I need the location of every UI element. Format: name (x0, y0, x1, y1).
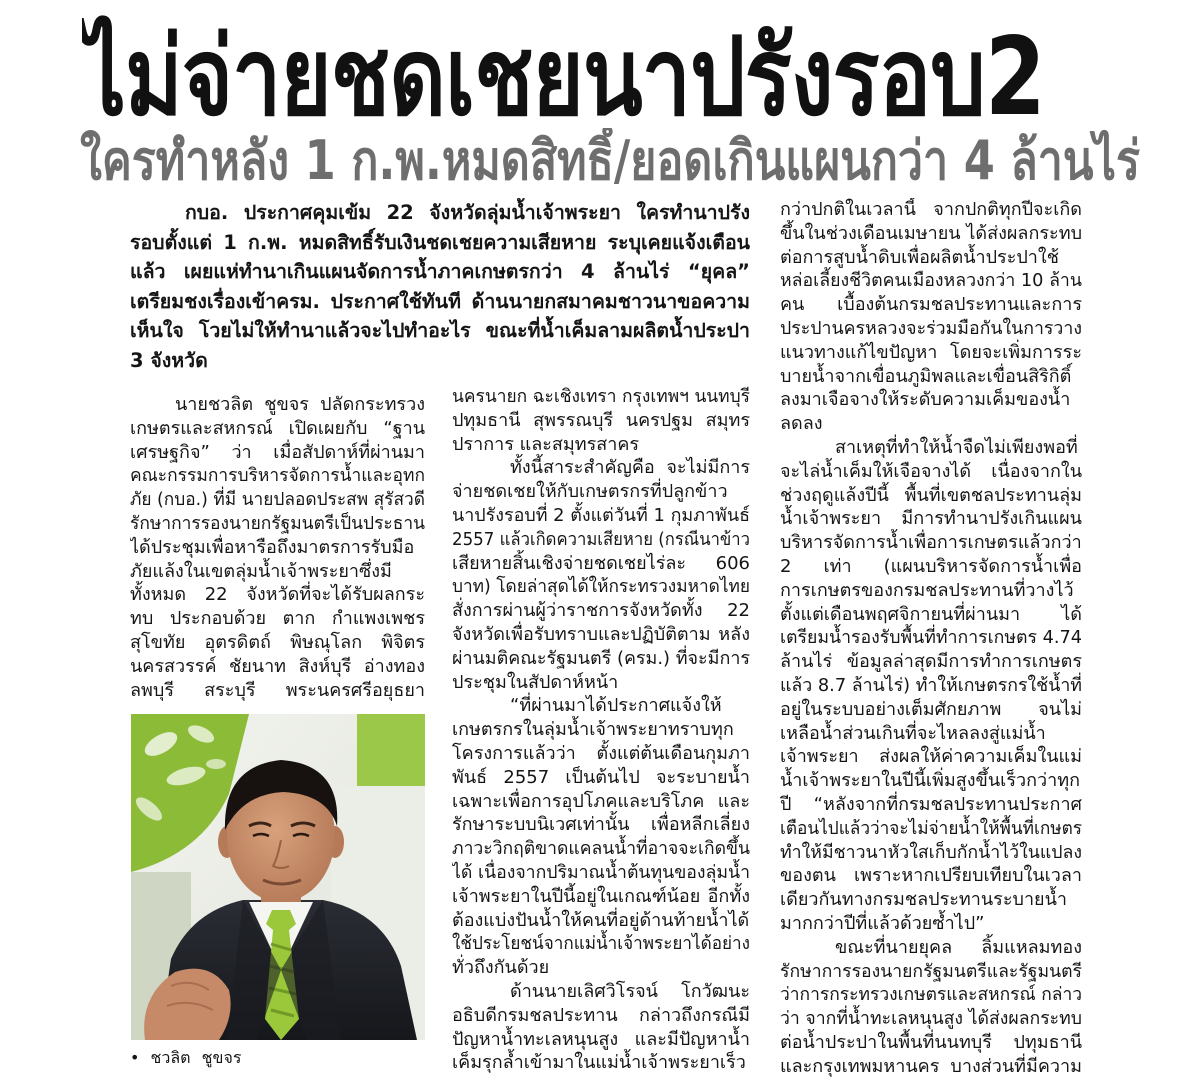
body-line: ภัย (กบอ.) ที่มี นายปลอดประสพ สุรัสวดี (130, 489, 425, 511)
body-line: ของตน เพราะหากเปรียบเทียบในเวลา (780, 865, 1082, 887)
body-line: ลพบุรี สระบุรี พระนครศรีอยุธยา (130, 679, 425, 701)
body-line: มากกว่าปีที่แล้วด้วยซ้ำไป” (780, 912, 985, 934)
body-line: ประชุมในสัปดาห์หน้า (452, 671, 619, 693)
article-column-2 (452, 385, 750, 1075)
body-line: กว่าปกติในเวลานี้ จากปกติทุกปีจะเกิด (780, 199, 1082, 220)
body-line: อธิบดีกรมชลประทาน กล่าวถึงกรณีมี (452, 1004, 750, 1026)
lead-line: เตรียมชงเรื่องเข้าครม. ประกาศใช้ทันที ด้านนายกสมาคมชาวนาขอความ (130, 289, 750, 313)
body-line: เจ้าพระยา ส่งผลให้ค่าความเค็มในแม่ (780, 746, 1082, 768)
body-line: อยู่ในระบบอย่างเต็มศักยภาพ จนไม่ (780, 698, 1082, 720)
lead-line: กบอ. ประกาศคุมเข้ม 22 จังหวัดลุ่มน้ำเจ้าพระยา ใครทำนาปรัง (185, 201, 750, 224)
body-line: เหลือน้ำส่วนเกินที่จะไหลลงสู่แม่น้ำ (780, 722, 1046, 744)
body-line: รักษาระบบนิเวศเท่านั้น เพื่อหลีกเลี่ยง (452, 814, 750, 836)
body-line: น้ำเจ้าพระยา มีการทำนาปรังเกินแผน (780, 508, 1082, 530)
body-line: ล้านไร่ ข้อมูลล่าสุดมีการทำการเกษตร (780, 651, 1082, 673)
body-line: เฉพาะเพื่อการอุปโภคและบริโภค และ (452, 790, 750, 812)
body-line: ทั้งนี้สาระสำคัญคือ จะไม่มีการ (510, 457, 750, 479)
body-line: และกรุงเทพมหานคร บางส่วนที่มีความ (780, 1055, 1082, 1077)
photo (131, 714, 425, 1040)
body-line: ได้ เนื่องจากปริมาณน้ำต้นทุนของลุ่มน้ำ (452, 861, 750, 883)
body-line: นายชวลิต ชูขจร ปลัดกระทรวง (175, 394, 425, 415)
body-line: ทั้งหมด 22 จังหวัดที่จะได้รับผลกระ (130, 584, 425, 606)
body-line: รักษาการรองนายกรัฐมนตรีเป็นประธาน (130, 512, 425, 534)
body-line: เจ้าพระยาในปีนี้อยู่ในเกณฑ์น้อย อีกทั้ง (452, 885, 750, 907)
body-line: 2 เท่า (แผนบริหารจัดการน้ำเพื่อ (780, 555, 1082, 577)
body-line: เตือนไปแล้วว่าจะไม่จ่ายน้ำให้พื้นที่เกษตร (780, 817, 1082, 839)
body-line: ตั้งแต่เดือนพฤศจิกายนที่ผ่านมา ได้ (780, 603, 1082, 625)
body-line: จังหวัดเพื่อรับทราบและปฏิบัติตาม หลัง (452, 623, 750, 645)
lead-line: รอบตั้งแต่ 1 ก.พ. หมดสิทธิ์รับเงินชดเชยความเสียหาย ระบุเคยแจ้งเตือน (130, 230, 750, 254)
body-line: สั่งการผ่านผู้ว่าราชการจังหวัดทั้ง 22 (452, 600, 750, 622)
body-line: ประปานครหลวงจะร่วมมือกันในการวาง (780, 317, 1082, 339)
body-line: รักษาการรองนายกรัฐมนตรีและรัฐมนตรี (780, 960, 1082, 982)
body-line: เกษตรกรในลุ่มน้ำเจ้าพระยาทราบทุก (452, 719, 734, 741)
body-line: ภัยแล้งในเขตลุ่มน้ำเจ้าพระยาซึ่งมี (130, 560, 392, 582)
article-column-1 (130, 393, 425, 702)
body-line: ปทุมธานี สุพรรณบุรี นครปฐม สมุทร (452, 409, 750, 431)
body-line: เดียวกันทางกรมชลประทานระบายน้ำ (780, 889, 1068, 911)
headline-container (82, 14, 1045, 142)
body-line: แล้ว 8.7 ล้านไร่) ทำให้เกษตรกรใช้น้ำที่ (780, 674, 1082, 696)
body-line: ภาวะวิกฤติขาดแคลนน้ำที่อาจจะเกิดขึ้น (452, 838, 750, 860)
body-line: ช่วงฤดูแล้งปีนี้ พื้นที่เขตชลประทานลุ่ม (780, 484, 1082, 506)
body-line: ทบ ประกอบด้วย ตาก กำแพงเพชร (130, 608, 425, 630)
article-column-3 (780, 198, 1082, 1078)
body-line: จ่ายชดเชยให้กับเกษตรกรที่ปลูกข้าว (452, 481, 728, 503)
body-line: ด้านนายเลิศวิโรจน์ โกวัฒนะ (510, 980, 750, 1002)
body-line: เสียหายสิ้นเชิงจ่ายชดเชยไร่ละ 606 (452, 552, 750, 574)
body-line: น้ำเจ้าพระยาในปีนี้เพิ่มสูงขึ้นเร็วกว่าทุก (780, 770, 1080, 792)
body-line: ต้องแบ่งปันน้ำให้คนที่อยู่ด้านท้ายน้ำได้ (452, 909, 750, 931)
body-line: ต่อการสูบน้ำดิบเพื่อผลิตน้ำประปาใช้ (780, 246, 1059, 268)
body-line: บาท) โดยล่าสุดได้ให้กระทรวงมหาดไทย (452, 576, 750, 598)
body-line: “ที่ผ่านมาได้ประกาศแจ้งให้ (510, 695, 722, 717)
lead-line: 3 จังหวัด (130, 348, 208, 372)
body-line: จะไล่น้ำเค็มให้เจือจางได้ เนื่องจากใน (780, 460, 1082, 482)
body-line: ปี “หลังจากที่กรมชลประทานประกาศ (780, 793, 1082, 815)
lead-line: แล้ว เผยแห่ทำนาเกินแผนจัดการน้ำภาคเกษตรกว่า 4 ล้านไร่ “ยุคล” (130, 260, 750, 284)
body-line: นครสวรรค์ ชัยนาท สิงห์บุรี อ่างทอง (130, 655, 425, 677)
body-line: สาเหตุที่ทำให้น้ำจืดไม่เพียงพอที่ (835, 436, 1078, 458)
body-line: ทั่วถึงกันด้วย (452, 957, 550, 979)
body-line: เศรษฐกิจ” ว่า เมื่อสัปดาห์ที่ผ่านมา (130, 441, 425, 463)
lead-paragraph (130, 198, 750, 376)
body-line: บายน้ำจากเขื่อนภูมิพลและเขื่อนสิริกิติ์ (780, 365, 1072, 387)
headline: ไม่จ่ายชดเชยนาปรังรอบ2 (82, 15, 1045, 140)
body-line: ใช้ประโยชน์จากแม่น้ำเจ้าพระยาได้อย่าง (452, 933, 750, 955)
body-line: การเกษตรของกรมชลประทานที่วางไว้ (780, 579, 1074, 601)
body-line: คน เบื้องต้นกรมชลประทานและการ (780, 294, 1082, 316)
body-line: เค็มรุกล้ำเข้ามาในแม่น้ำเจ้าพระยาเร็ว (452, 1052, 746, 1074)
body-line: ได้ประชุมเพื่อหารือถึงมาตรการรับมือ (130, 536, 415, 558)
subheadline-container (80, 128, 1140, 194)
body-line: เตรียมน้ำรองรับพื้นที่ทำการเกษตร 4.74 (780, 627, 1082, 649)
body-line: ผ่านมติคณะรัฐมนตรี (ครม.) ที่จะมีการ (452, 647, 750, 669)
body-line: ขณะที่นายยุคล ลิ้มแหลมทอง (835, 936, 1082, 958)
body-line: คณะกรรมการบริหารจัดการน้ำและอุทก (130, 465, 425, 487)
body-line: บริหารจัดการน้ำเพื่อการเกษตรแล้วกว่า (780, 532, 1082, 554)
subheadline: ใครทำหลัง 1 ก.พ.หมดสิทธิ์/ยอดเกินแผนกว่า 4 ล้านไร่ (80, 129, 1140, 192)
body-line: โครงการแล้วว่า ตั้งแต่ต้นเดือนกุมภา (452, 742, 750, 764)
body-line: เกษตรและสหกรณ์ เปิดเผยกับ “ฐาน (130, 417, 425, 439)
body-line: 2557 แล้วเกิดความเสียหาย (กรณีนาข้าว (452, 528, 750, 550)
lead-line: เห็นใจ โวยไม่ให้ทำนาแล้วจะไปทำอะไร ขณะที่น้ำเค็มลามผลิตน้ำประปา (130, 319, 750, 343)
body-line: พันธ์ 2557 เป็นต้นไป จะระบายน้ำ (452, 766, 750, 788)
body-line: ว่าการกระทรวงเกษตรและสหกรณ์ กล่าว (780, 984, 1082, 1006)
body-line: สุโขทัย อุตรดิตถ์ พิษณุโลก พิจิตร (130, 631, 425, 653)
body-line: ปราการ และสมุทรสาคร (452, 433, 640, 455)
portrait-photo (131, 714, 425, 1040)
photo-caption: • ชวลิต ชูขจร (130, 1048, 242, 1067)
body-line: ปัญหาน้ำทะเลหนุนสูง และมีปัญหาน้ำ (452, 1028, 750, 1050)
body-line: นาปรังรอบที่ 2 ตั้งแต่วันที่ 1 กุมภาพันธ์ (452, 504, 750, 526)
body-line: หล่อเลี้ยงชีวิตคนเมืองหลวงกว่า 10 ล้าน (780, 270, 1082, 292)
body-line: ลงมาเจือจางให้ระดับความเค็มของน้ำ (780, 389, 1071, 411)
body-line: แนวทางแก้ไขปัญหา โดยจะเพิ่มการระ (780, 341, 1082, 363)
body-line: ทำให้มีชาวนาหัวใสเก็บกักน้ำไว้ในแปลง (780, 841, 1082, 863)
body-line: ลดลง (780, 413, 823, 435)
body-line: ว่า จากที่น้ำทะเลหนุนสูง ได้ส่งผลกระทบ (780, 1008, 1082, 1030)
body-line: ต่อน้ำประปาในพื้นที่นนทบุรี ปทุมธานี (780, 1031, 1082, 1053)
body-line: ขึ้นในช่วงเดือนเมษายน ได้ส่งผลกระทบ (780, 222, 1082, 244)
body-line: นครนายก ฉะเชิงเทรา กรุงเทพฯ นนทบุรี (452, 386, 750, 407)
